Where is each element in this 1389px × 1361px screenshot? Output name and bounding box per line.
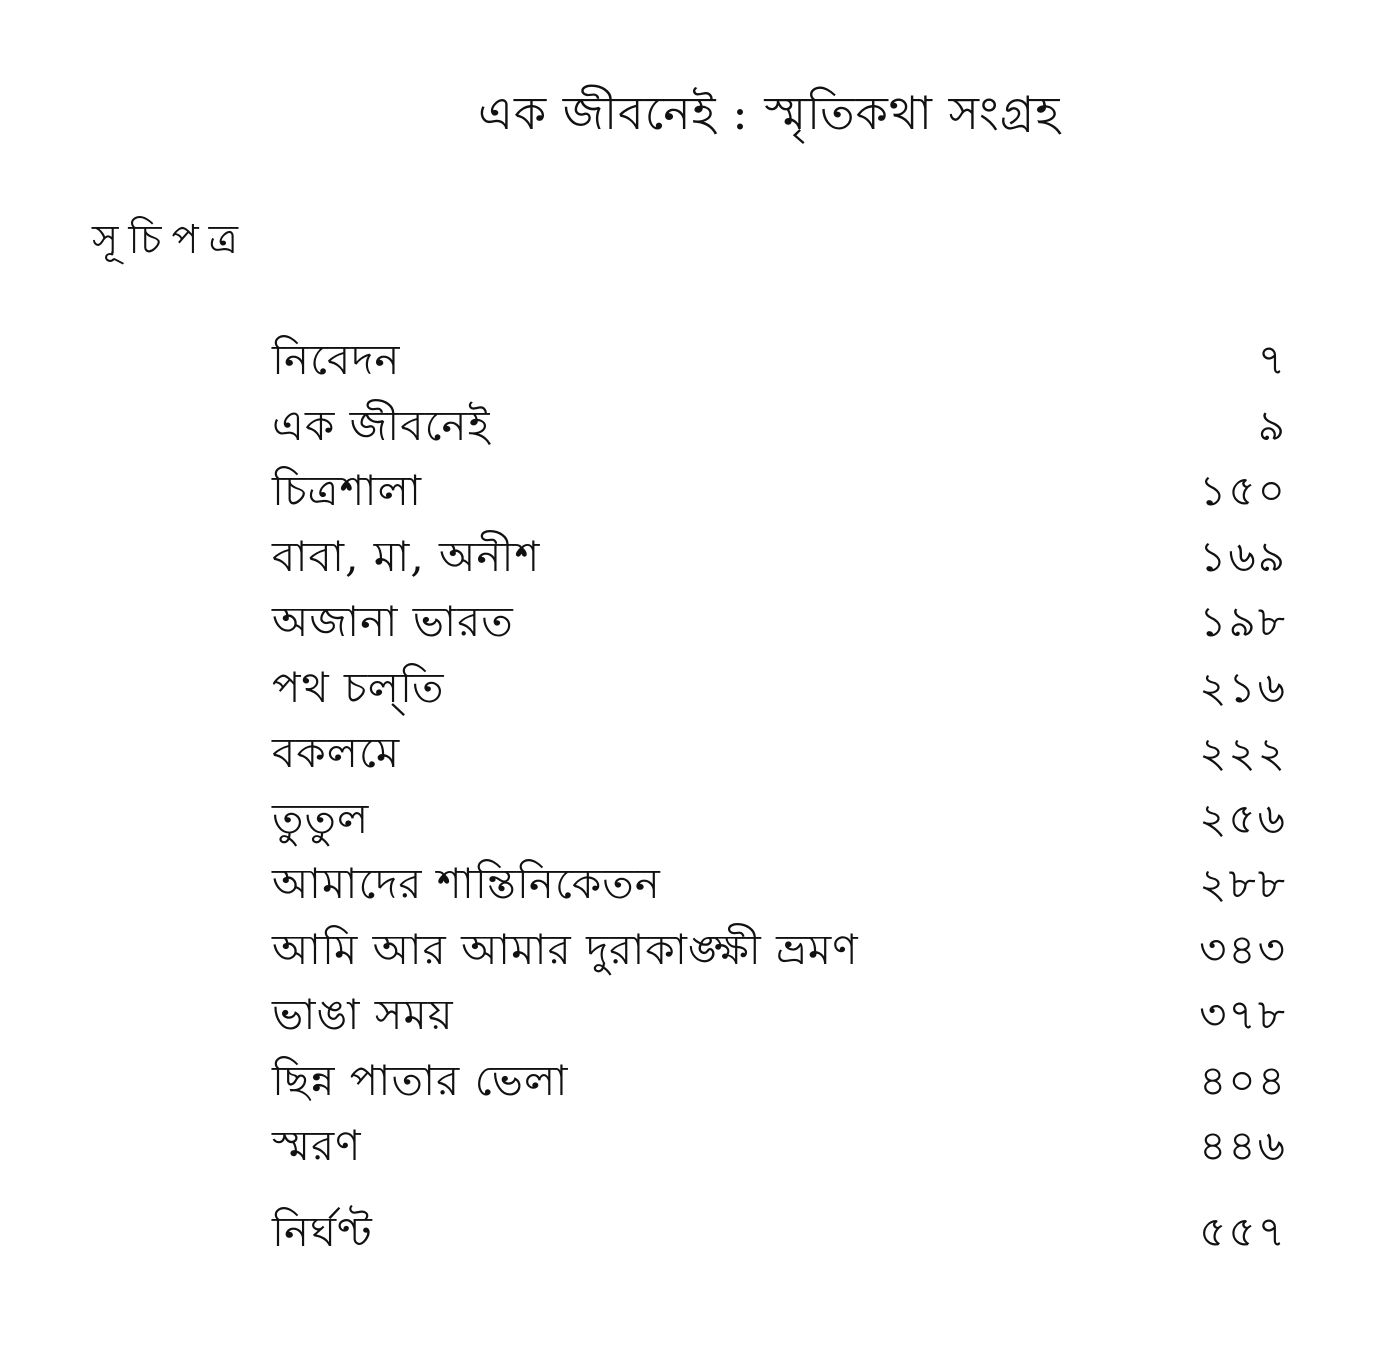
toc-entry-title: পথ চল্‌তি xyxy=(272,662,445,712)
toc-entry xyxy=(272,592,1287,658)
toc-entry-page: ৪০৪ xyxy=(1199,1055,1287,1105)
toc-entry-page: ২১৬ xyxy=(1199,662,1287,712)
toc-entry xyxy=(272,330,1287,396)
toc-entry xyxy=(272,985,1287,1051)
toc-entry-page: ৫৫৭ xyxy=(1199,1206,1287,1256)
toc-entry-page: ২৫৬ xyxy=(1199,793,1287,843)
toc-entry-title: এক জীবনেই xyxy=(272,400,491,450)
toc-entry xyxy=(272,461,1287,527)
toc-entry-title: বকলমে xyxy=(272,728,401,777)
toc-entry-title: আমি আর আমার দুরাকাঙ্ক্ষী ভ্রমণ xyxy=(272,924,859,974)
toc-entry-page: ১৫০ xyxy=(1199,466,1287,515)
toc-entry-title: নির্ঘণ্ট xyxy=(272,1206,373,1256)
toc-entry xyxy=(272,1116,1287,1182)
toc-entry-title: তুতুল xyxy=(272,793,370,843)
toc-entry-page: ৩৭৮ xyxy=(1199,990,1287,1039)
toc-entry-page: ১৬৯ xyxy=(1199,531,1287,581)
toc-entry xyxy=(272,723,1287,789)
toc-entry-page: ৯ xyxy=(1257,400,1287,450)
toc-entry xyxy=(272,854,1287,920)
toc-entry-title: ভাঙা সময় xyxy=(272,990,454,1039)
toc-entry-title: স্মরণ xyxy=(272,1121,362,1170)
toc-entry xyxy=(272,658,1287,724)
book-title: এক জীবনেই : স্মৃতিকথা সংগ্রহ xyxy=(478,86,1061,140)
toc-entry-page: ১৯৮ xyxy=(1199,597,1287,646)
toc-entry-page: ২২২ xyxy=(1199,728,1287,777)
toc-entry xyxy=(272,1202,1287,1268)
toc-entry xyxy=(272,920,1287,986)
toc-entry xyxy=(272,1051,1287,1117)
toc-entry-title: ছিন্ন পাতার ভেলা xyxy=(272,1055,569,1105)
toc-entry xyxy=(272,789,1287,855)
toc-entry-page: ৩৪৩ xyxy=(1199,924,1287,974)
toc-entry-page: ৭ xyxy=(1257,335,1287,384)
toc-entry-page: ৪৪৬ xyxy=(1199,1121,1287,1170)
toc-heading: সূচিপত্র xyxy=(92,217,248,263)
toc-entry-title: বাবা, মা, অনীশ xyxy=(272,531,541,581)
toc-entry-page: ২৮৮ xyxy=(1199,859,1287,908)
toc-entry xyxy=(272,396,1287,462)
toc-entry-title: নিবেদন xyxy=(272,335,401,384)
toc-entry-title: অজানা ভারত xyxy=(272,597,514,646)
toc-entry-title: আমাদের শান্তিনিকেতন xyxy=(272,859,661,908)
toc-entry xyxy=(272,527,1287,593)
toc-list xyxy=(272,330,1287,1267)
toc-entry-title: চিত্রশালা xyxy=(272,466,423,515)
